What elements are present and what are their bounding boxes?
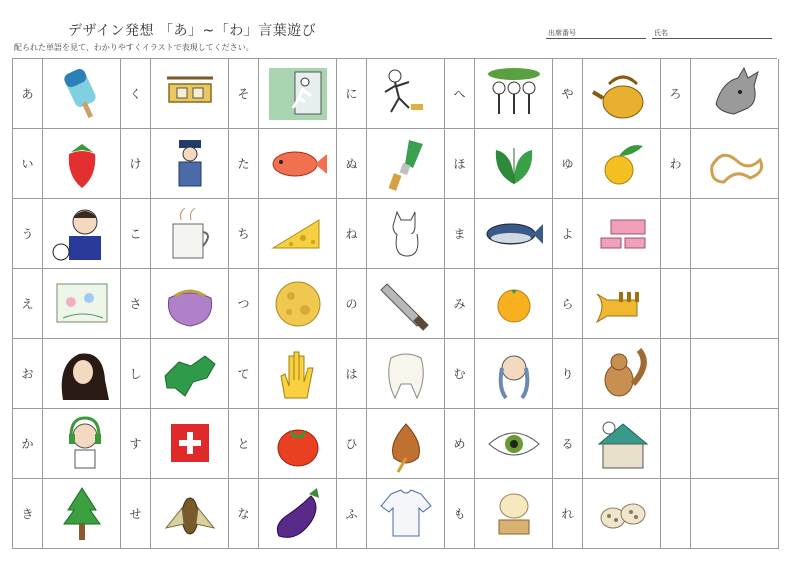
kana-label: う <box>21 227 34 241</box>
strawberry-icon <box>43 129 121 199</box>
kana-cell <box>553 339 583 409</box>
kana-cell <box>445 339 475 409</box>
kettle-icon <box>583 59 661 129</box>
empty-cell <box>691 339 779 409</box>
people-carrying-icon <box>475 59 553 129</box>
sea-bream-icon <box>259 129 337 199</box>
kana-label: ね <box>345 227 358 241</box>
kana-label: ふ <box>345 507 358 521</box>
kana-cell <box>553 59 583 129</box>
kana-cell <box>121 339 151 409</box>
kana-cell <box>337 269 367 339</box>
kana-cell <box>337 59 367 129</box>
tuna-fish-icon <box>475 199 553 269</box>
mandarin-orange-icon <box>475 269 553 339</box>
kana-cell <box>13 269 43 339</box>
long-hair-woman-icon <box>43 339 121 409</box>
kana-label: ま <box>453 227 466 241</box>
cicada-icon <box>151 479 229 549</box>
empty-cell <box>691 269 779 339</box>
trumpet-icon <box>583 269 661 339</box>
runner-tripping-icon <box>367 59 445 129</box>
kana-label: れ <box>561 507 574 521</box>
onion-icon <box>367 409 445 479</box>
kana-cell <box>121 269 151 339</box>
coffee-cup-icon <box>151 199 229 269</box>
empty-cell <box>691 199 779 269</box>
kana-cell <box>229 339 259 409</box>
kana-cell <box>445 479 475 549</box>
kana-cell <box>445 129 475 199</box>
kana-cell <box>337 129 367 199</box>
embroidery-frame-icon <box>43 269 121 339</box>
tooth-icon <box>367 339 445 409</box>
police-officer-icon <box>151 129 229 199</box>
yuzu-citrus-icon <box>583 129 661 199</box>
student-number-line <box>546 38 646 39</box>
kana-label: わ <box>669 157 682 171</box>
kana-label: ら <box>561 297 574 311</box>
kana-cell <box>13 339 43 409</box>
kana-cell <box>13 409 43 479</box>
house-rooftop-icon <box>583 409 661 479</box>
kana-cell <box>121 409 151 479</box>
lotus-root-icon <box>583 479 661 549</box>
kana-cell <box>229 269 259 339</box>
kana-cell <box>229 409 259 479</box>
kana-cell <box>553 269 583 339</box>
kana-label: や <box>561 87 574 101</box>
white-cat-icon <box>367 199 445 269</box>
kana-cell <box>337 199 367 269</box>
kana-label: た <box>237 157 250 171</box>
kana-cell <box>337 339 367 409</box>
kana-cell <box>445 59 475 129</box>
kana-label: な <box>237 507 250 521</box>
soccer-boy-icon <box>43 199 121 269</box>
kana-cell <box>229 129 259 199</box>
swiss-flag-icon <box>151 409 229 479</box>
kana-cell <box>121 479 151 549</box>
kana-label: ち <box>237 227 250 241</box>
yokan-sweets-icon <box>583 199 661 269</box>
kana-label: る <box>561 437 574 451</box>
empty-cell <box>661 269 691 339</box>
kana-label: て <box>237 367 250 381</box>
kana-cell <box>661 129 691 199</box>
kana-label: さ <box>129 297 142 311</box>
tree-icon <box>43 479 121 549</box>
kana-illustration-grid <box>12 58 777 549</box>
kana-label: そ <box>237 87 250 101</box>
paintbrush-icon <box>367 129 445 199</box>
empty-cell <box>661 339 691 409</box>
kana-label: も <box>453 507 466 521</box>
eye-icon <box>475 409 553 479</box>
kana-cell <box>445 199 475 269</box>
kana-label: ひ <box>345 437 358 451</box>
kana-label: え <box>21 297 34 311</box>
kushi-signboard-icon <box>151 59 229 129</box>
empty-cell <box>691 479 779 549</box>
kana-label: つ <box>237 297 250 311</box>
kana-cell <box>553 199 583 269</box>
kana-cell <box>121 199 151 269</box>
kana-label: し <box>129 367 142 381</box>
kana-cell <box>337 479 367 549</box>
kana-label: ゆ <box>561 157 574 171</box>
kana-cell <box>229 479 259 549</box>
spinach-icon <box>475 129 553 199</box>
mochi-rice-cake-icon <box>475 479 553 549</box>
kana-cell <box>229 59 259 129</box>
chipmunk-icon <box>583 339 661 409</box>
kana-cell <box>661 59 691 129</box>
hand-icon <box>259 339 337 409</box>
empty-cell <box>691 409 779 479</box>
kana-cell <box>337 409 367 479</box>
kana-label: の <box>345 297 358 311</box>
kana-cell <box>229 199 259 269</box>
name-field-line <box>652 38 772 39</box>
braided-girl-icon <box>475 339 553 409</box>
kana-label: い <box>21 157 34 171</box>
kana-label: へ <box>453 87 466 101</box>
kana-label: お <box>21 367 34 381</box>
headphones-girl-icon <box>43 409 121 479</box>
kana-cell <box>445 409 475 479</box>
kana-label: と <box>237 437 250 451</box>
kana-label: よ <box>561 227 574 241</box>
student-number-label: 出席番号 <box>548 29 576 37</box>
empty-cell <box>661 409 691 479</box>
moon-icon <box>259 269 337 339</box>
kana-label: こ <box>129 227 142 241</box>
shikoku-island-icon <box>151 339 229 409</box>
emergency-exit-icon <box>259 59 337 129</box>
kana-label: く <box>129 87 142 101</box>
kana-cell <box>445 269 475 339</box>
kana-label: み <box>453 297 466 311</box>
kana-label: ぬ <box>345 157 358 171</box>
kana-label: す <box>129 437 142 451</box>
kana-label: あ <box>21 87 34 101</box>
saw-icon <box>367 269 445 339</box>
kana-cell <box>553 479 583 549</box>
name-label: 氏名 <box>654 29 668 37</box>
kana-label: け <box>129 157 142 171</box>
donkey-icon <box>691 59 779 129</box>
tshirt-icon <box>367 479 445 549</box>
popsicle-icon <box>43 59 121 129</box>
kana-cell <box>13 479 43 549</box>
kana-label: せ <box>129 507 142 521</box>
tomato-icon <box>259 409 337 479</box>
kana-label: り <box>561 367 574 381</box>
kana-label: に <box>345 87 358 101</box>
kana-label: む <box>453 367 466 381</box>
worksheet-instruction: 配られた単語を見て、わかりやすくイラストで表現してください。 <box>14 43 254 52</box>
kana-cell <box>121 129 151 199</box>
kana-label: ほ <box>453 157 466 171</box>
kana-cell <box>553 409 583 479</box>
kana-label: か <box>21 437 34 451</box>
kana-cell <box>121 59 151 129</box>
worksheet-title: デザイン発想 「あ」~「わ」言葉遊び <box>68 23 317 39</box>
kana-cell <box>13 199 43 269</box>
kana-cell <box>13 129 43 199</box>
eggplant-icon <box>259 479 337 549</box>
kana-label: ろ <box>669 87 682 101</box>
cheese-icon <box>259 199 337 269</box>
empty-cell <box>661 479 691 549</box>
kana-cell <box>13 59 43 129</box>
kana-label: は <box>345 367 358 381</box>
kana-label: き <box>21 507 34 521</box>
kana-cell <box>553 129 583 199</box>
rubber-band-icon <box>691 129 779 199</box>
coin-purse-icon <box>151 269 229 339</box>
empty-cell <box>661 199 691 269</box>
kana-label: め <box>453 437 466 451</box>
